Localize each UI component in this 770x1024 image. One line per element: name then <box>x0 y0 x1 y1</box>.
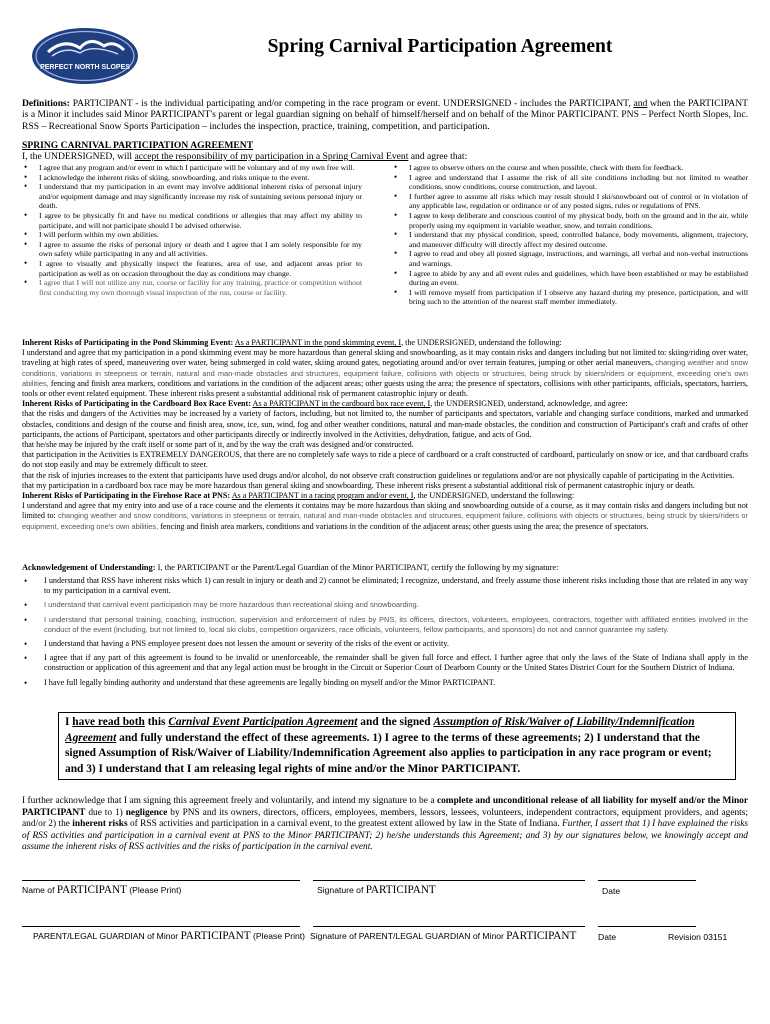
bullet-icon: • <box>24 257 28 268</box>
page-title: Spring Carnival Participation Agreement <box>267 36 613 57</box>
bullet-icon: • <box>394 267 398 278</box>
list-item: • I agree that I will not utilize any run, course or facility for any training, practice or competition without first conducting my own thorough visual inspection of the run, course or facility. <box>24 277 362 297</box>
list-item: • I agree that any program and/or event in which I participate will be voluntary and of my own free will. <box>24 162 355 172</box>
list-item: • I agree that if any part of this agreement is found to be invalid or unenforceable, the remainder shall be given full force and effect. I further agree that only the laws of the State of Indiana shall apply in the construction or application of this agreement and that any legal action must be brought in the Circuit or Superior Court of Dearborn County or the United States District Court for the Southern District of Indiana. <box>24 653 748 673</box>
intro-line <box>22 151 748 162</box>
acknowledgement-heading: Acknowledgement of Understanding: I, the PARTICIPANT or the Parent/Legal Guardian of the Minor PARTICIPANT, certify the following by my signature: <box>22 563 559 572</box>
list-item: • I understand that personal training, coaching, instruction, supervision and enforcement of rules by PNS, its officers, directors, volunteers, employees, contractors, together with affiliated entities involved in the conduct of the event (including, but not limited to, local ski clubs, competition organizers, race officials, volunteers, fellow participants, and sponsors) do not and cannot guarantee my safety. <box>24 614 748 634</box>
list-item: • I will perform within my own abilities. <box>24 229 159 240</box>
list-item: • I understand that my physical condition, speed, controlled balance, body movements, alignment, trajectory, and maneuver difficulty will directly affect my desired outcome. <box>394 229 748 249</box>
list-item: • I further agree to assume all risks which may result should I ski/snowboard out of control or in violation of any applicable law, regulation or ordinance or of any posted signs, rules or regulations of PNS. <box>394 190 748 211</box>
left-agreement-list <box>22 163 362 297</box>
guardian-date-label: Date <box>598 932 617 942</box>
bullet-icon: • <box>24 653 28 664</box>
logo-text: PERFECT NORTH SLOPES <box>40 64 130 71</box>
firehose-body: I understand and agree that my entry into and use of a race course and the elements it contains may be more hazardous than skiing and snowboarding outside of a course, as it may contain risks and dangers including but not limited to: changing weather and snow conditions, variations in steepness or terrain, natural and man-made obstacles and structures, equipment failure, collisions with objects or structures, being struck by skiers/riders or equipment, exceeding one's own abilities, fencing and finish area markers, conditions and variations in the condition of the adjacent areas; other guests using the area; the presence of spectators. <box>22 501 749 531</box>
definitions-label: Definitions: <box>22 98 70 109</box>
list-item: • I agree to keep deliberate and conscious control of my physical body, both on the ground and in the air, while properly using my equipment in variable weather, snow, and terrain conditions. <box>394 209 748 230</box>
bullet-icon: • <box>24 576 28 586</box>
definitions-and: and <box>633 98 648 109</box>
definitions-paragraph <box>22 98 748 132</box>
bullet-icon: • <box>394 190 398 201</box>
right-agreement-list <box>392 163 748 307</box>
intro-post: and agree that: <box>410 151 468 162</box>
participant-signature-label: Signature of PARTICIPANT <box>317 884 436 896</box>
bullet-icon: • <box>24 277 28 288</box>
pond-skimming-body: I understand and agree that my participation in a pond skimming event may be more hazardous than general skiing and snowboarding, as it may contain risks and dangers including but not limited to: skiing/riding over water, traveling at high rates of speed, maneuvering over water, being submerged in cold water, skiing around gates, negotiating around and/or over terrain features, jumping or other aerial maneuvers, changing weather and snow conditions, variations in steepness or terrain, natural and man-made obstacles and structures, equipment failure, collisions with objects or structures, being struck by skiers/riders or equipment, exceeding one's own abilities, fencing and finish area markers, conditions and variations in the condition of the adjacent areas; other guests using the area; the presence of spectators, collisions with other participants, officials, spectators, barriers, tools or other event related equipment. These inherent risks present a substantial additional risk of permanent catastrophic injury or death. <box>22 348 749 399</box>
definitions-text: PARTICIPANT - is the individual participating and/or competing in the race program or event. UNDERSIGNED - includes the PARTICIPANT, <box>72 98 631 109</box>
participant-date-label: Date <box>602 886 621 896</box>
cardboard-box-heading: Inherent Risks of Participating in the Cardboard Box Race Event: As a PARTICIPANT in the cardboard box race event, I, the UNDERSIGNED, understand, acknowledge, and agree: <box>22 399 628 409</box>
guardian-name-label: PARENT/LEGAL GUARDIAN of Minor PARTICIPANT (Please Print) <box>33 930 306 942</box>
revision-label: Revision 03151 <box>668 932 728 942</box>
firehose-heading: Inherent Risks of Participating in the Firehose Race at PNS: As a PARTICIPANT in a racing program and/or event, I, the UNDERSIGNED, understand the following: <box>22 491 575 501</box>
pond-skimming-heading: Inherent Risks of Participating in the Pond Skimming Event: As a PARTICIPANT in the pond skimming event, I, the UNDERSIGNED, understand the following: <box>22 338 562 347</box>
bullet-icon: • <box>394 171 398 182</box>
definitions-text-2: when the PARTICIPANT is a Minor it includes said Minor PARTICIPANT's parent or legal guardian signing on behalf of himself/herself and on behalf of the Minor PARTICIPANT. PNS – Perfect North Slopes, Inc. RSS – Recreational Snow Sports Participation – includes the inspection, practice, training, competition, and participation. <box>22 98 748 132</box>
inherent-risks-section <box>22 338 748 532</box>
list-item: • I acknowledge the inherent risks of skiing, snowboarding, and risks unique to the event. <box>24 171 310 182</box>
list-item: • I will remove myself from participation if I observe any hazard during my presence, participation, and will bring such to the attention of the nearest staff member immediately. <box>394 286 748 307</box>
list-item: • I agree to read and obey all posted signage, instructions, and warnings, all verbal and non-verbal instructions and warnings. <box>394 248 748 268</box>
list-item: • I agree and understand that I assume the risk of all site conditions including but not limited to weather conditions, snow conditions, course construction, and layout. <box>394 171 748 192</box>
bullet-icon: • <box>24 677 28 688</box>
intro-underlined: accept the responsibility of my participation in a Spring Carnival Event <box>134 151 409 162</box>
participant-signature-line[interactable] <box>313 880 585 881</box>
perfect-north-slopes-logo <box>30 26 140 86</box>
bullet-icon: • <box>24 600 28 611</box>
bullet-icon: • <box>24 639 28 650</box>
further-acknowledgement: I further acknowledge that I am signing this agreement freely and voluntarily, and intend my signature to be a complete and unconditional release of all liability for myself and/or the Minor PARTICIPANT due to 1) negligence by PNS and its owners, directors, officers, employees, members, lessors, lessees, volunteers, independent contractors, equipment providers, and agents; and/or 2) the inherent risks of RSS activities and participation in a carnival event, to the greatest extent allowed by law in the State of Indiana. Further, I assert that 1) I have explained the risks of RSS activities and participation in a carnival event at PNS to the Minor PARTICIPANT; 2) he/she understands this Agreement; and 3) by our signatures below, we knowingly accept and assume the inherent risks of RSS activities and the risks of participation in the carnival event. <box>22 796 749 853</box>
list-item: • I agree to visually and physically inspect the features, area of use, and adjacent areas prior to participation as well as on occasion throughout the day as conditions may change. <box>24 257 362 278</box>
list-item: • I agree to assume the risks of personal injury or death and I agree that I am solely responsible for my own safety while participating in any and all activities. <box>24 238 362 259</box>
bullet-icon: • <box>394 229 398 240</box>
list-item: • I understand that RSS have inherent risks which 1) can result in injury or death and 2) cannot be eliminated; I recognize, understand, and freely assume those inherent risks including those that are related in any way to my participation in a carnival event. <box>24 576 748 596</box>
participant-name-line[interactable] <box>22 880 300 881</box>
list-item: • I understand that carnival event participation may be more hazardous than recreational skiing and snowboarding. <box>24 600 419 611</box>
cardboard-box-paragraph: that the risks and dangers of the Activities may be increased by a variety of factors, including, but not limited to, the number of participants and spectators, variable and changing surface conditions, marked and unmarked obstacles, conditions and design of the course and finish area, snow, ice, sun, wind, fog and other weather conditions, natural and man-made obstacles, the condition and construction of Participant's craft and crafts of other participants, the actions of Participant, spectators and other participants directly or indirectly involved in the Activities, dehydration, fatigue, and acts of God. <box>22 409 748 439</box>
list-item: • I have full legally binding authority and understand that these agreements are legally binding on myself and/or the Minor PARTICIPANT. <box>24 677 496 688</box>
bullet-icon: • <box>394 286 398 297</box>
guardian-signature-label: Signature of PARENT/LEGAL GUARDIAN of Minor PARTICIPANT <box>310 930 577 942</box>
acknowledgement-list <box>22 576 748 692</box>
bullet-icon: • <box>394 209 398 220</box>
guardian-signature-line[interactable] <box>313 926 585 927</box>
bullet-icon: • <box>24 162 28 172</box>
bullet-icon: • <box>24 614 28 625</box>
understanding-box: I have read both this Carnival Event Participation Agreement and the signed Assumption of Risk/Waiver of Liability/Indemnification Agreement and fully understand the effect of these agreements. 1) I agree to the terms of these agreements; 2) I understand that the signed Assumption of Risk/Waiver of Liability/Indemnification Agreement also applies to participation in any race program or event; and 3) I understand that I am releasing legal rights of mine and/or the Minor PARTICIPANT. <box>58 712 736 780</box>
bullet-icon: • <box>24 209 28 220</box>
bullet-icon: • <box>394 248 398 259</box>
participant-name-label: Name of PARTICIPANT (Please Print) <box>22 884 182 896</box>
bullet-icon: • <box>24 229 28 240</box>
cardboard-box-paragraph: that he/she may be injured by the craft itself or some part of it, and by the way the craft was designed and/or constructed. <box>22 440 414 450</box>
bullet-icon: • <box>24 181 28 192</box>
intro-pre: I, the UNDERSIGNED, will <box>22 151 133 162</box>
participant-date-line[interactable] <box>598 880 696 881</box>
cardboard-box-paragraph: that my participation in a cardboard box race may be more hazardous than general skiing and snowboarding. These inherent risks present a substantial additional risk of permanent catastrophic injury or death. <box>22 480 695 490</box>
bullet-icon: • <box>24 171 28 182</box>
guardian-name-line[interactable] <box>22 926 300 927</box>
bullet-icon: • <box>24 238 28 249</box>
list-item: • I agree to observe others on the course and when possible, check with them for feedback. <box>394 162 684 172</box>
list-item: • I understand that having a PNS employee present does not lessen the amount or severity of the risks of the event or activity. <box>24 639 449 650</box>
list-item: • I understand that my participation in an event may involve additional inherent risks of personal injury and/or equipment damage and may significantly increase my risk of sustaining serious personal injury or death. <box>24 181 362 211</box>
cardboard-box-paragraph: that the risk of injuries increases to the extent that participants have used drugs and/or alcohol, do not observe craft construction guidelines or regulations and/or are not physically capable of participating in the Activities. <box>22 470 735 480</box>
cardboard-box-paragraph: that participation in the Activities is EXTREMELY DANGEROUS, that there are no completely safe ways to ride a piece of cardboard or a craft constructed of cardboard, particularly on snow or ice, and that cardboard crafts do not stop easily and may be extremely difficult to steer. <box>22 450 748 470</box>
guardian-date-line[interactable] <box>598 926 696 927</box>
bullet-icon: • <box>394 162 398 172</box>
list-item: • I agree to abide by any and all event rules and guidelines, which have been established or may be established during an event. <box>394 267 748 288</box>
list-item: • I agree to be physically fit and have no medical conditions or allergies that may affect my ability to participate, and will not participate should I be advised otherwise. <box>24 209 362 230</box>
section-heading: SPRING CARNIVAL PARTICIPATION AGREEMENT <box>22 140 254 151</box>
